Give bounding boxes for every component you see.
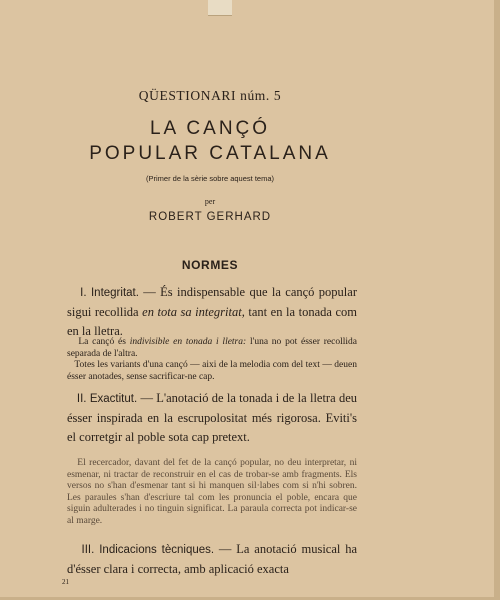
paragraph-text: tant en la tonada com en la lletra.: [67, 305, 357, 338]
paragraph-italic: en tota sa integritat,: [142, 305, 245, 319]
paragraph-text: — És indispensable que la cançó popular sigui recollida: [67, 285, 357, 319]
note-italic: indivisible en tonada i lletra:: [129, 337, 247, 347]
main-title: [0, 116, 420, 166]
note-text: El recercador, davant del fet de la cançó popular, no deu interpretar, ni esmenar, ni tractar de reconstruir en el cas de trobar-se amb fragments. Els versos no s'han d'esmenar tant si hi manquen sil·labes com si n'hi sobren. Les paraules s'han d'escriure tal com les pronuncia el poble, encara que siguin adulterades i no tinguin significat. La paraula correcta pot indicar-se al marge.: [67, 458, 357, 526]
note-text: La cançó és: [78, 337, 130, 347]
title-line-1: LA CANÇÓ: [149, 118, 271, 139]
paragraph-indicacions: [67, 540, 357, 579]
note-line: [67, 337, 357, 360]
paragraph-text: — La anotació musical ha d'ésser clara i correcta, amb aplicació exacta: [67, 542, 357, 576]
byline-per: per: [204, 197, 216, 206]
page-edge: [494, 0, 500, 600]
note-line: [67, 360, 357, 383]
paper-tab: [208, 0, 232, 16]
section-heading-normes: NORMES: [181, 258, 239, 272]
title-line-2: POPULAR CATALANA: [89, 143, 331, 164]
note-text: Totes les variants d'una cançó — aixi de la melodia com del text — deuen ésser anotades, sense sacrificar-ne cap.: [67, 360, 357, 382]
note-text: l'una no pot ésser recollida separada de l'altra.: [67, 337, 357, 359]
paragraph-heading: I. Integritat.: [80, 287, 139, 299]
subtitle: (Primer de la sèrie sobre aquest tema): [146, 174, 274, 183]
note-exactitut: [67, 458, 357, 527]
page-number: 21: [62, 578, 69, 586]
paragraph-heading: II. Exactitut.: [76, 393, 138, 405]
questionari-number: QÜESTIONARI núm. 5: [138, 88, 282, 103]
note-integritat: [67, 337, 357, 383]
paragraph-exactitut: [67, 389, 357, 447]
author-name: ROBERT GERHARD: [148, 211, 272, 223]
paragraph-heading: III. Indicacions tècniques.: [81, 544, 215, 556]
paragraph-integritat: [67, 283, 357, 341]
paragraph-text: — L'anotació de la tonada i de la lletra deu ésser inspirada en la escrupolositat més rigorosa. Eviti's el corretgir al poble sota cap pretext.: [67, 391, 357, 444]
